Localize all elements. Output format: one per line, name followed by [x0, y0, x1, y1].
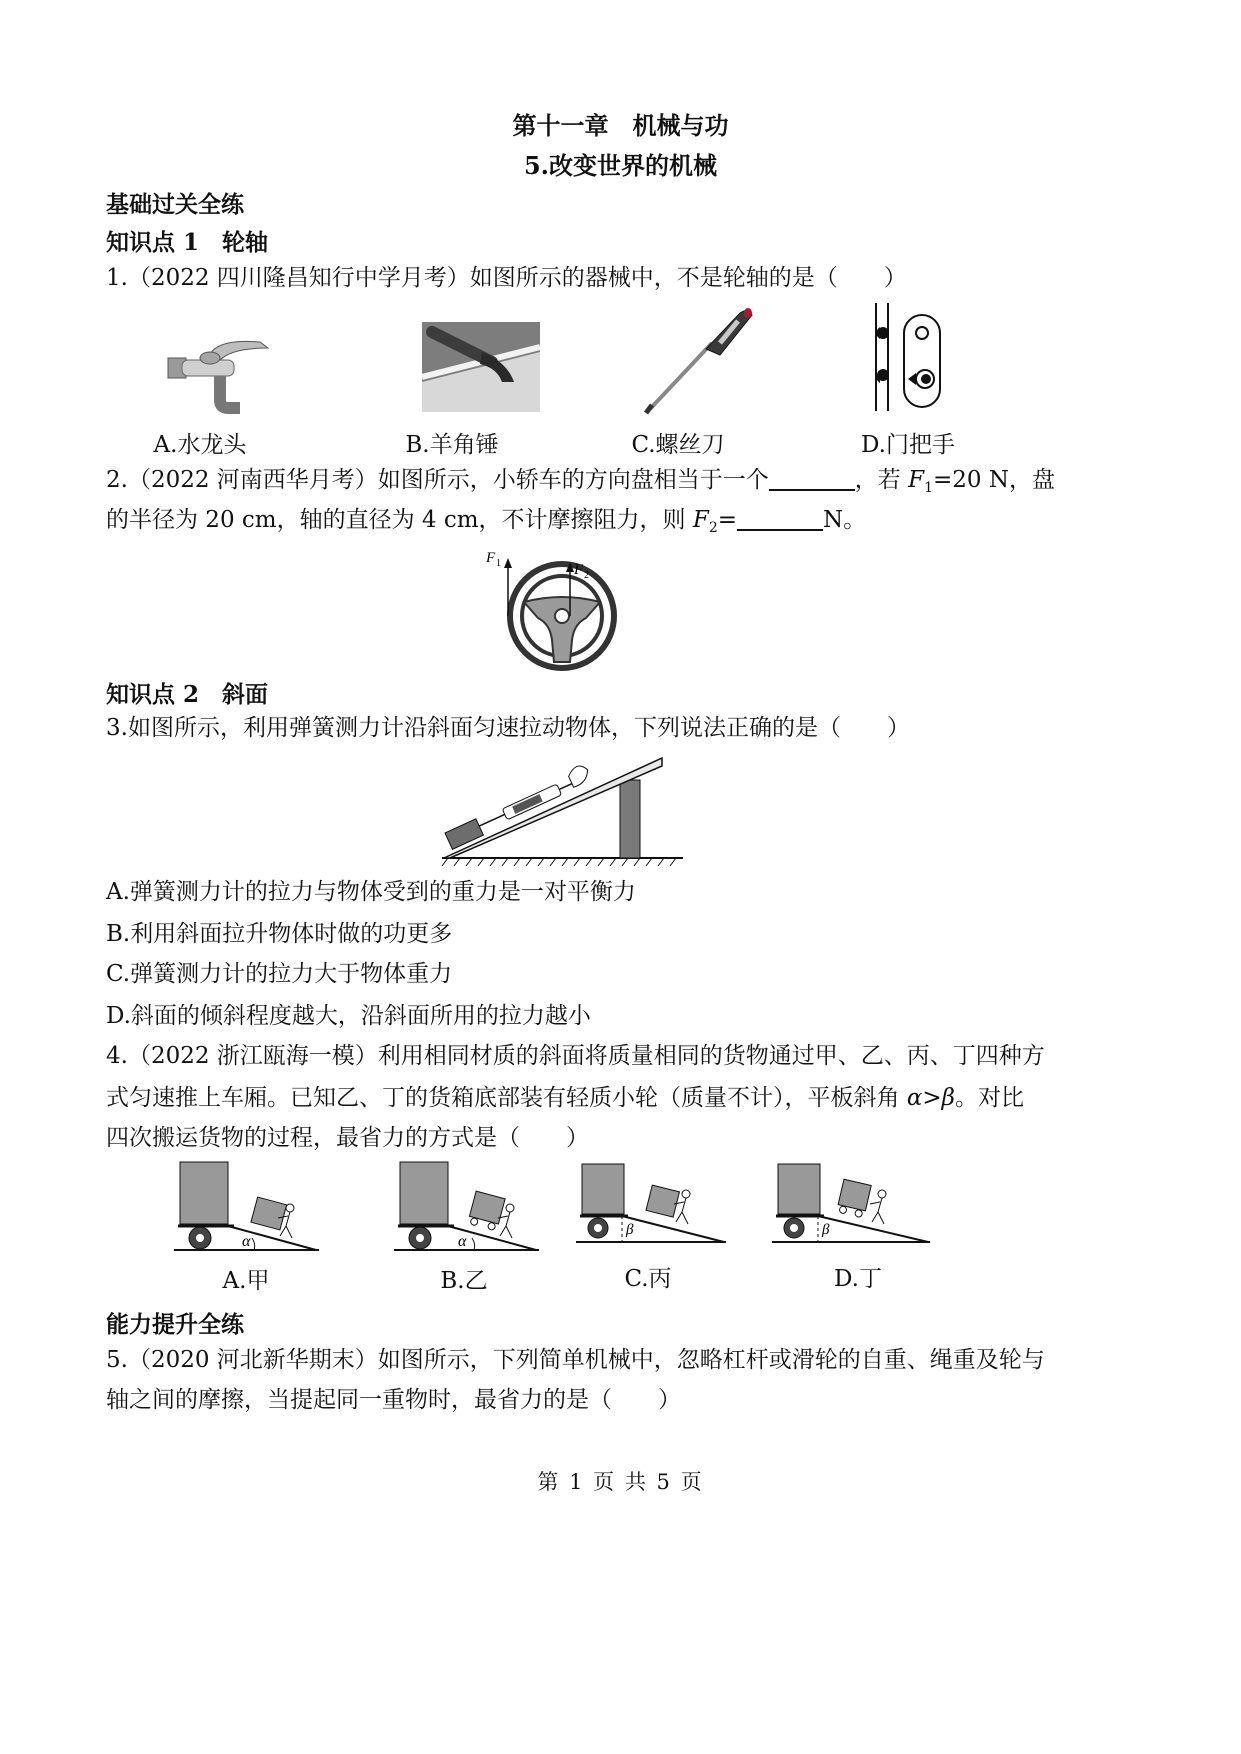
q2-f1-symbol: F	[908, 467, 925, 493]
q4-line2-a: 式匀速推上车厢。已知乙、丁的货箱底部装有轻质小轮（质量不计），平板斜角	[106, 1085, 907, 1111]
incline-spring-scale-figure	[440, 752, 685, 870]
q4-option-d: D.丁	[834, 1266, 882, 1292]
q4-figure-d	[772, 1160, 932, 1248]
q2-blank-2[interactable]	[737, 505, 823, 531]
steering-wheel-figure	[482, 544, 632, 672]
q4-beta: β	[941, 1085, 955, 1111]
door-handle-figure	[870, 303, 950, 411]
kp2-heading: 知识点 2 斜面	[106, 681, 269, 708]
q4-line1: 4.（2022 浙江瓯海一模）利用相同材质的斜面将质量相同的货物通过甲、乙、丙、丁四种方	[106, 1043, 1045, 1069]
q2-f2-symbol: F	[692, 507, 709, 533]
fig-f1-sub: 1	[496, 558, 501, 569]
footer-suffix: 页	[680, 1470, 704, 1494]
q4-option-c: C.丙	[624, 1266, 672, 1292]
q4-line3: 四次搬运货物的过程，最省力的方式是（ ）	[106, 1125, 589, 1151]
q4-figure-c	[576, 1160, 728, 1248]
q4-figure-b	[394, 1158, 542, 1256]
q2-blank-1[interactable]	[769, 465, 855, 491]
page-footer	[0, 1466, 1241, 1496]
footer-prefix: 第	[537, 1470, 561, 1494]
q2-f1-sub: 1	[924, 480, 933, 496]
q4-figure-a	[174, 1158, 322, 1256]
q2-f2-sub: 2	[708, 520, 718, 536]
q3-option-d: D.斜面的倾斜程度越大，沿斜面所用的拉力越小	[106, 1003, 591, 1029]
section-title: 5.改变世界的机械	[523, 151, 718, 180]
q4-d-angle: β	[822, 1222, 830, 1238]
chapter-title: 第十一章 机械与功	[512, 111, 729, 140]
q4-option-a: A.甲	[222, 1268, 270, 1294]
part1-heading: 基础过关全练	[106, 191, 244, 218]
kp1-heading: 知识点 1 轮轴	[106, 229, 269, 256]
q2-line1-a: 2.（2022 河南西华月考）如图所示，小轿车的方向盘相当于一个	[106, 467, 769, 493]
fig-f2-label: F	[574, 562, 584, 578]
q1-option-d: D.门把手	[861, 432, 955, 458]
q4-gt: >	[922, 1085, 942, 1111]
q3-option-b: B.利用斜面拉升物体时做的功更多	[106, 921, 453, 947]
part2-heading: 能力提升全练	[106, 1311, 244, 1338]
footer-total-pages: 5	[656, 1470, 672, 1494]
q4-line2	[106, 1076, 1024, 1121]
footer-mid: 页 共	[593, 1470, 648, 1494]
claw-hammer-figure	[422, 322, 540, 412]
footer-page-number: 1	[569, 1470, 585, 1494]
q4-a-angle: α	[242, 1233, 251, 1250]
q4-c-angle: β	[626, 1222, 634, 1238]
q1-option-c: C.螺丝刀	[631, 432, 725, 458]
q4-b-angle: α	[458, 1233, 467, 1250]
screwdriver-figure	[640, 305, 755, 417]
q3-option-a: A.弹簧测力计的拉力与物体受到的重力是一对平衡力	[106, 879, 636, 905]
q3-text: 3.如图所示，利用弹簧测力计沿斜面匀速拉动物体，下列说法正确的是（ ）	[106, 715, 910, 741]
q1-option-b: B.羊角锤	[405, 432, 499, 458]
q5-line2: 轴之间的摩擦，当提起同一重物时，最省力的是（ ）	[106, 1387, 681, 1413]
q5-line1: 5.（2020 河北新华期末）如图所示，下列简单机械中，忽略杠杆或滑轮的自重、绳重及轮与	[106, 1347, 1045, 1373]
fig-f1-label: F	[486, 550, 496, 566]
q4-line2-b: 。对比	[954, 1085, 1024, 1111]
fig-f2-sub: 2	[584, 570, 589, 581]
q4-alpha: α	[906, 1085, 923, 1111]
q2-line1-c: =20 N，盘	[933, 467, 1055, 493]
q4-option-b: B.乙	[440, 1268, 488, 1294]
q2-line2-b: =	[717, 507, 738, 533]
q1-option-a: A.水龙头	[153, 432, 247, 458]
q2-line2-a: 的半径为 20 cm，轴的直径为 4 cm，不计摩擦阻力，则	[106, 507, 693, 533]
q2-line2-c: N。	[823, 507, 867, 533]
q3-option-c: C.弹簧测力计的拉力大于物体重力	[106, 961, 453, 987]
q1-text: 1.（2022 四川隆昌知行中学月考）如图所示的器械中，不是轮轴的是（ ）	[106, 265, 907, 291]
faucet-figure	[160, 330, 275, 415]
q2-line1-b: ，若	[854, 467, 909, 493]
